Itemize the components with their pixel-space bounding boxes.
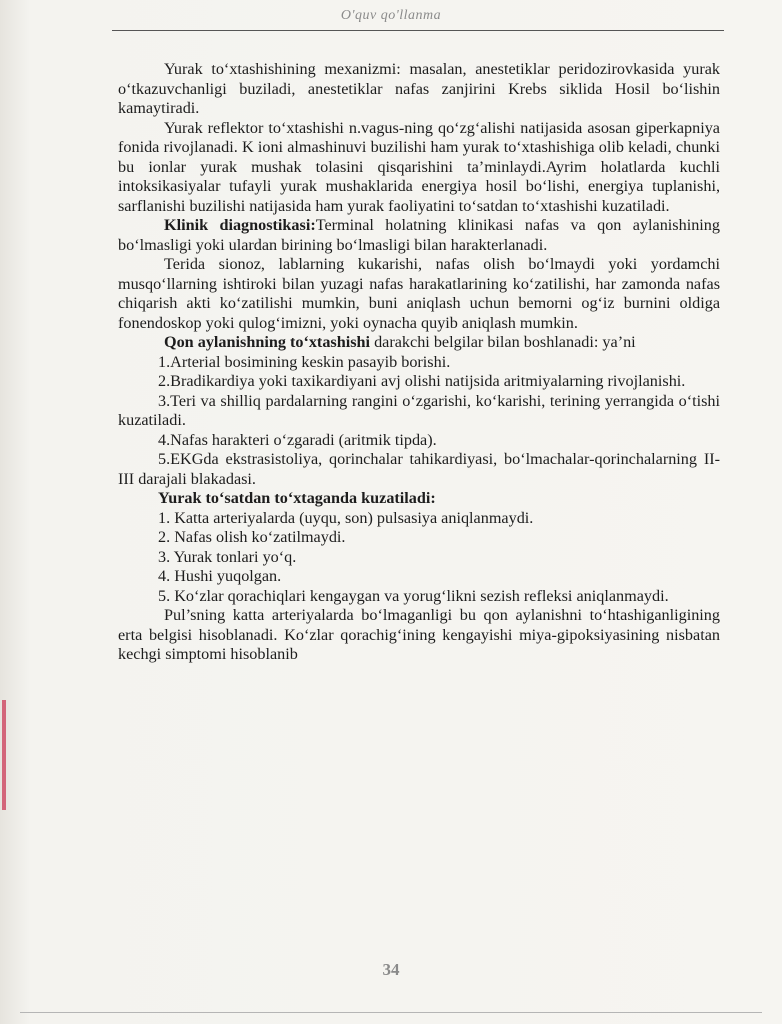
- clinical-diagnostics-text: Terminal holatning klinikasi nafas va qon aylanishining bo‘lmasligi yoki ulardan birining bo‘lmasligi bilan harakterlanadi.: [118, 216, 720, 254]
- list-item: 4.Nafas harakteri o‘zgaradi (aritmik tipda).: [158, 430, 437, 449]
- list-item: 1.Arterial bosimining keskin pasayib borishi.: [158, 352, 451, 371]
- circulation-arrest-text: darakchi belgilar bilan boshlanadi: ya’ni: [370, 333, 636, 351]
- binding-mark: [2, 700, 6, 810]
- clinical-diagnostics-heading: Klinik diagnostikasi:: [164, 216, 316, 234]
- page-number: 34: [382, 960, 400, 979]
- bottom-rule: [20, 1012, 762, 1013]
- list-item: 5. Ko‘zlar qorachiqlari kengaygan va yorug‘likni sezish refleksi aniqlanmaydi.: [158, 586, 669, 605]
- circulation-arrest-heading: Qon aylanishning to‘xtashishi: [164, 333, 371, 351]
- paragraph-mechanism: Yurak to‘xtashishining mexanizmi: masalan, anestetiklar peridozirovkasida yurak o‘tkazuvchanligi buziladi, anestetiklar nafas zanjirini Krebs siklida Hosil bo‘lishin kamaytiradi.: [118, 60, 720, 117]
- list-item: 1. Katta arteriyalarda (uyqu, son) pulsasiya aniqlanmaydi.: [158, 508, 534, 527]
- paragraph-reflex-arrest: Yurak reflektor to‘xtashishi n.vagus-ning qo‘zg‘alishi natijasida asosan giperkapniya fonida rivojlanadi. K ioni almashinuvi buzilishi ham yurak to‘xtashishiga olib keladi, chunki bu ionlar yurak mushak tolasini qisqarishini ta’minlaydi.Ayrim holatlarda kuchli intoksikasiyalar tufayli yurak mushaklarida energiya hosil bo‘lishi, energiya tuplanishi, sarflanishi buzilishi natijasida ham yurak faoliyatini to‘satdan to‘xtashishi kuzatiladi.: [118, 118, 720, 215]
- list-item: 4. Hushi yuqolgan.: [158, 567, 282, 585]
- list-item: 2.Bradikardiya yoki taxikardiyani avj olishi natijsida aritmiyalarning rivojlanishi.: [158, 372, 686, 390]
- paragraph-pulse: Pul’sning katta arteriyalarda bo‘lmaganligi bu qon aylanishni to‘htashiganligining erta belgisi hisoblanadi. Ko‘zlar qorachig‘ining kengayishi miya-gipoksiyasining nisbatan kechgi simptomi hisoblanib: [118, 606, 720, 663]
- running-header: O'quv qo'llanma: [340, 8, 442, 23]
- list-item: 5.EKGda ekstrasistoliya, qorinchalar tahikardiyasi, bo‘lmachalar-qorinchalarning II-III darajali blakadasi.: [118, 450, 720, 488]
- list-item: 2. Nafas olish ko‘zatilmaydi.: [158, 528, 346, 546]
- document-body: [118, 60, 720, 665]
- paragraph-signs: Terida sionoz, lablarning kukarishi, nafas olish bo‘lmaydi yoki yordamchi musqo‘llarning ishtiroki bilan yuzagi nafas harakatlarining ko‘zatilishi, har zamonda nafas chiqarish akti ko‘zatilishi mumkin, buni aniqlash uchun bemorni og‘iz burnini oldiga fonendoskop yoki qulog‘imizni, yoki oynacha quyib aniqlash mumkin.: [118, 255, 720, 332]
- list-item: 3.Teri va shilliq pardalarning rangini o‘zgarishi, ko‘karishi, terining yerrangida o‘tishi kuzatiladi.: [118, 391, 720, 429]
- paragraph-circulation-arrest: [118, 333, 720, 353]
- header-rule: [112, 30, 724, 31]
- section-heading-sudden-arrest: Yurak to‘satdan to‘xtaganda kuzatiladi:: [158, 489, 436, 507]
- paragraph-clinical-diagnostics: [118, 216, 720, 255]
- list-item: 3. Yurak tonlari yo‘q.: [158, 547, 297, 566]
